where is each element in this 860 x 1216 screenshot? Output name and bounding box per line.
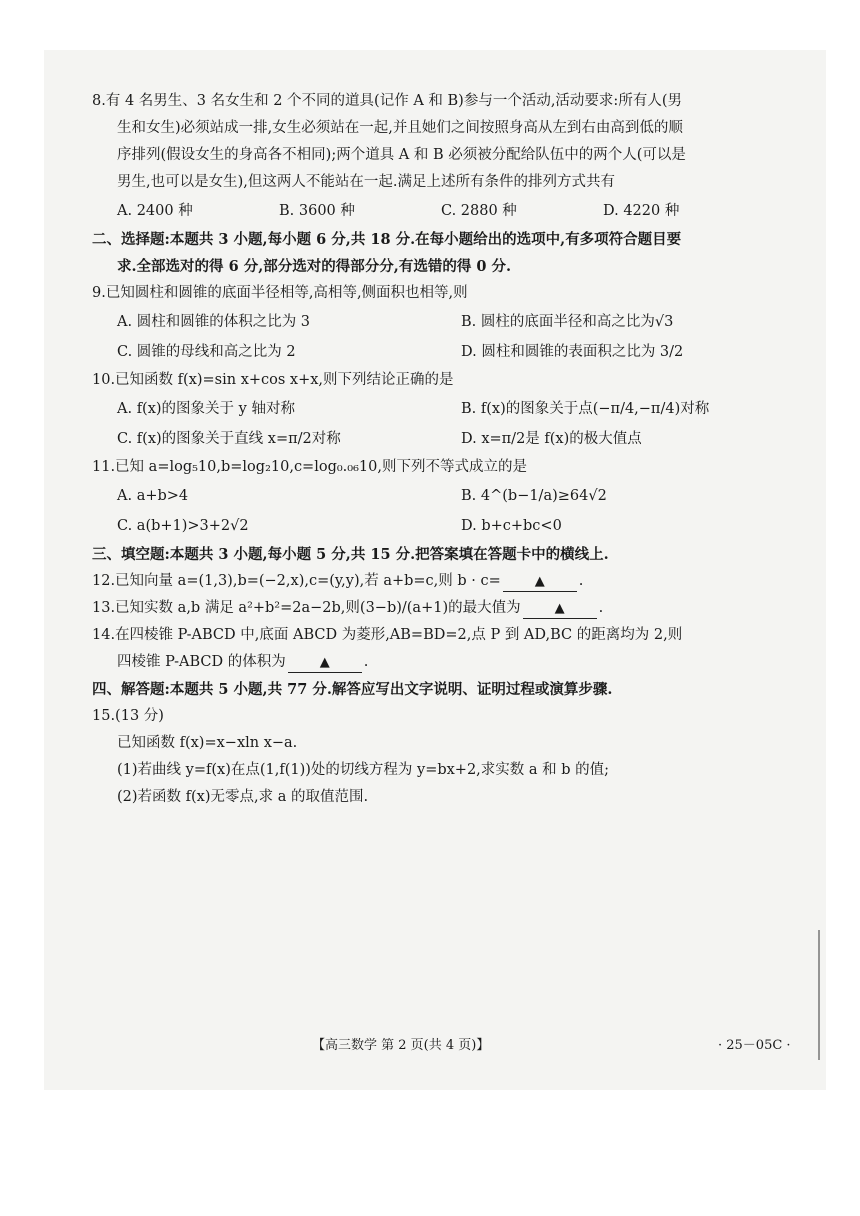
q15-line-1: 已知函数 f(x)=x−xln x−a. — [117, 735, 298, 751]
q10-option-d: D. x=π/2是 f(x)的极大值点 — [461, 431, 642, 447]
q8-option-b: B. 3600 种 — [279, 203, 355, 219]
question-12 — [92, 568, 782, 595]
q11-stem: 11.已知 a=log₅10,b=log₂10,c=log₀.₀₆10,则下列不等式成立的是 — [92, 459, 527, 475]
question-14 — [92, 622, 782, 676]
question-8 — [92, 88, 782, 226]
q12-text: 12.已知向量 a=(1,3),b=(−2,x),c=(y,y),若 a+b=c,则 b · c= — [92, 573, 501, 589]
question-13 — [92, 595, 782, 622]
q14-line-2 — [92, 649, 782, 676]
q8-stem-line-3: 序排列(假设女生的身高各不相同);两个道具 A 和 B 必须被分配给队伍中的两个人(可以是 — [117, 147, 686, 163]
section-4-heading: 四、解答题:本题共 5 小题,共 77 分.解答应写出文字说明、证明过程或演算步骤. — [92, 681, 613, 698]
q11-options-row-2 — [92, 511, 782, 541]
q15-line-3: (2)若函数 f(x)无零点,求 a 的取值范围. — [117, 789, 369, 805]
q8-option-d: D. 4220 种 — [603, 203, 680, 219]
q8-options — [92, 196, 782, 226]
q11-option-c: C. a(b+1)>3+2√2 — [117, 518, 249, 534]
q13-answer-blank — [523, 599, 597, 619]
triangle-icon: ▲ — [319, 655, 330, 670]
q10-options-row-2 — [92, 424, 782, 454]
q9-option-d: D. 圆柱和圆锥的表面积之比为 3/2 — [461, 344, 684, 360]
q14-end: . — [363, 654, 369, 670]
q9-option-c: C. 圆锥的母线和高之比为 2 — [117, 344, 296, 360]
q15-line-2: (1)若曲线 y=f(x)在点(1,f(1))处的切线方程为 y=bx+2,求实数 a 和 b 的值; — [117, 762, 610, 778]
q9-option-a: A. 圆柱和圆锥的体积之比为 3 — [117, 314, 311, 330]
footer-page-info: 【高三数学 第 2 页(共 4 页)】 — [312, 1038, 490, 1053]
question-9 — [92, 280, 782, 367]
question-15 — [92, 703, 782, 811]
exam-page-content — [92, 88, 782, 811]
q10-option-c: C. f(x)的图象关于直线 x=π/2对称 — [117, 431, 341, 447]
q8-stem-line-2: 生和女生)必须站成一排,女生必须站在一起,并且她们之间按照身高从左到右由高到低的顺 — [117, 120, 683, 136]
q11-option-b: B. 4^(b−1/a)≥64√2 — [461, 488, 607, 504]
footer-code: · 25－05C · — [718, 1038, 791, 1053]
question-10 — [92, 367, 782, 454]
q11-option-a: A. a+b>4 — [117, 488, 189, 504]
q10-option-a: A. f(x)的图象关于 y 轴对称 — [117, 401, 295, 417]
q11-option-d: D. b+c+bc<0 — [461, 518, 562, 534]
q10-stem: 10.已知函数 f(x)=sin x+cos x+x,则下列结论正确的是 — [92, 372, 454, 388]
q13-text: 13.已知实数 a,b 满足 a²+b²=2a−2b,则(3−b)/(a+1)的最大值为 — [92, 600, 521, 616]
q13-end: . — [598, 600, 604, 616]
q9-options-row-2 — [92, 337, 782, 367]
q8-option-c: C. 2880 种 — [441, 203, 517, 219]
triangle-icon: ▲ — [534, 574, 545, 589]
section-3-heading: 三、填空题:本题共 3 小题,每小题 5 分,共 15 分.把答案填在答题卡中的横线上. — [92, 546, 609, 563]
q12-end: . — [578, 573, 584, 589]
q8-stem-line-1: 8.有 4 名男生、3 名女生和 2 个不同的道具(记作 A 和 B)参与一个活动,活动要求:所有人(男 — [92, 93, 682, 109]
q11-options-row-1 — [92, 481, 782, 511]
question-11 — [92, 454, 782, 541]
q9-options-row-1 — [92, 307, 782, 337]
section-2-heading: 二、选择题:本题共 3 小题,每小题 6 分,共 18 分.在每小题给出的选项中,有多项符合题目要 — [92, 231, 682, 248]
q9-option-b: B. 圆柱的底面半径和高之比为√3 — [461, 314, 674, 330]
q8-stem-line-4: 男生,也可以是女生),但这两人不能站在一起.满足上述所有条件的排列方式共有 — [117, 174, 615, 190]
q8-option-a: A. 2400 种 — [117, 203, 193, 219]
q14-text: 四棱锥 P-ABCD 的体积为 — [117, 654, 286, 670]
q10-option-b: B. f(x)的图象关于点(−π/4,−π/4)对称 — [461, 401, 710, 417]
q15-head: 15.(13 分) — [92, 708, 164, 724]
triangle-icon: ▲ — [554, 601, 565, 616]
q12-answer-blank — [503, 572, 577, 592]
q9-stem: 9.已知圆柱和圆锥的底面半径相等,高相等,侧面积也相等,则 — [92, 285, 468, 301]
q14-line-1: 14.在四棱锥 P-ABCD 中,底面 ABCD 为菱形,AB=BD=2,点 P 到 AD,BC 的距离均为 2,则 — [92, 627, 683, 643]
section-2-heading-cont: 求.全部选对的得 6 分,部分选对的得部分分,有选错的得 0 分. — [117, 258, 512, 275]
q10-options-row-1 — [92, 394, 782, 424]
q14-answer-blank — [288, 653, 362, 673]
